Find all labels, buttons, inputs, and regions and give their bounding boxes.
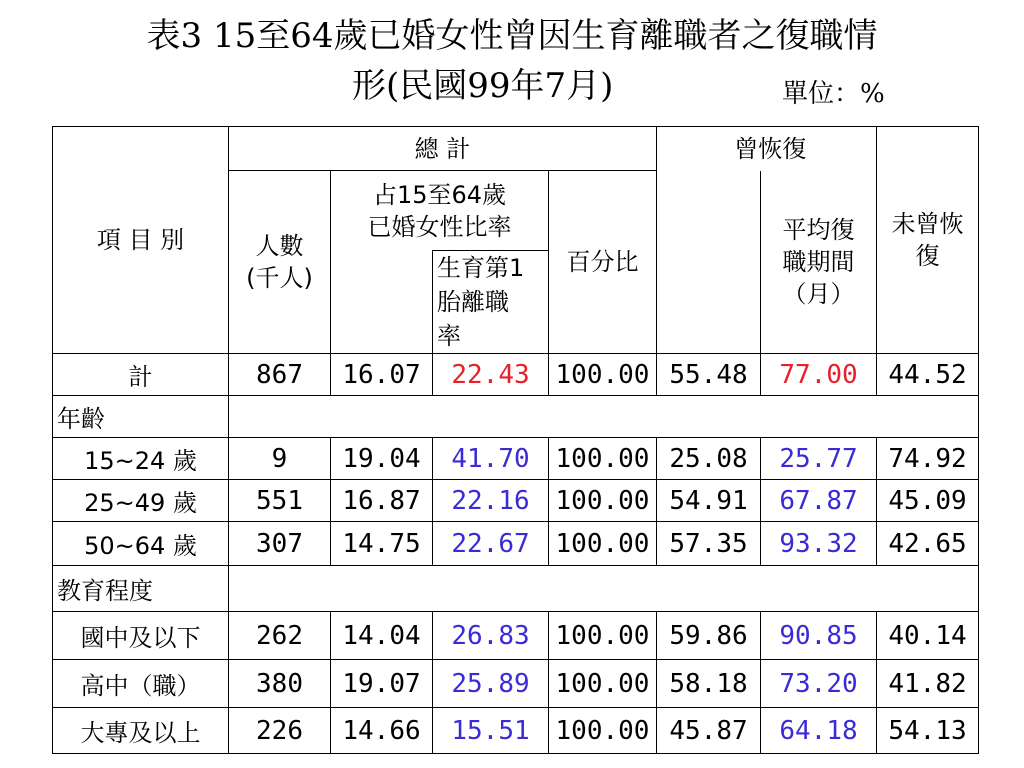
table-title-line2: 形(民國99年7月)	[352, 66, 614, 106]
cell-first-birth: 25.89	[433, 660, 549, 708]
header-resumed-percent	[657, 171, 761, 354]
cell-ratio: 19.04	[331, 438, 433, 480]
row-label: 大專及以上	[53, 708, 229, 754]
cell-first-birth: 15.51	[433, 708, 549, 754]
cell-resumed: 58.18	[657, 660, 761, 708]
cell-resumed: 57.35	[657, 522, 761, 566]
table-row	[53, 660, 979, 708]
row-label: 高中（職）	[53, 660, 229, 708]
group-spacer	[229, 566, 979, 612]
cell-first-birth: 22.16	[433, 480, 549, 522]
cell-resumed: 25.08	[657, 438, 761, 480]
row-label: 25~49 歲	[53, 480, 229, 522]
cell-avg-period: 90.85	[761, 612, 877, 660]
cell-percent: 100.00	[549, 480, 657, 522]
row-label: 計	[53, 354, 229, 396]
group-label-age: 年齡	[53, 396, 229, 438]
cell-never: 74.92	[877, 438, 979, 480]
cell-percent: 100.00	[549, 522, 657, 566]
cell-percent: 100.00	[549, 438, 657, 480]
row-label: 50~64 歲	[53, 522, 229, 566]
cell-resumed: 45.87	[657, 708, 761, 754]
header-never-resumed: 未曾恢 復	[877, 127, 979, 354]
cell-count: 226	[229, 708, 331, 754]
cell-avg-period: 64.18	[761, 708, 877, 754]
group-spacer	[229, 396, 979, 438]
header-total: 總 計	[229, 127, 657, 171]
group-label-education: 教育程度	[53, 566, 229, 612]
cell-avg-period: 73.20	[761, 660, 877, 708]
cell-resumed: 59.86	[657, 612, 761, 660]
cell-never: 45.09	[877, 480, 979, 522]
cell-never: 40.14	[877, 612, 979, 660]
header-item: 項 目 別	[53, 127, 229, 354]
group-row-education	[53, 566, 979, 612]
cell-percent: 100.00	[549, 708, 657, 754]
cell-ratio: 14.66	[331, 708, 433, 754]
header-first-birth: 生育第1 胎離職 率	[433, 251, 549, 354]
cell-count: 9	[229, 438, 331, 480]
header-ratio-spacer	[331, 251, 433, 354]
header-ratio: 占15至64歲 已婚女性比率	[331, 171, 549, 251]
cell-never: 54.13	[877, 708, 979, 754]
cell-resumed: 55.48	[657, 354, 761, 396]
table-row	[53, 612, 979, 660]
table-row	[53, 354, 979, 396]
cell-ratio: 16.07	[331, 354, 433, 396]
header-resumed: 曾恢復	[761, 127, 877, 171]
table-row	[53, 438, 979, 480]
cell-percent: 100.00	[549, 660, 657, 708]
cell-first-birth: 26.83	[433, 612, 549, 660]
cell-count: 380	[229, 660, 331, 708]
cell-percent: 100.00	[549, 354, 657, 396]
cell-avg-period: 77.00	[761, 354, 877, 396]
header-row-1	[53, 127, 979, 171]
table-row	[53, 522, 979, 566]
statistics-table	[52, 126, 979, 754]
cell-ratio: 14.75	[331, 522, 433, 566]
cell-avg-period: 25.77	[761, 438, 877, 480]
cell-first-birth: 22.43	[433, 354, 549, 396]
cell-ratio: 14.04	[331, 612, 433, 660]
header-percent: 百分比	[549, 171, 657, 354]
group-row-age	[53, 396, 979, 438]
row-label: 國中及以下	[53, 612, 229, 660]
table-title-line1: 表3 15至64歲已婚女性曾因生育離職者之復職情	[146, 16, 878, 56]
cell-avg-period: 93.32	[761, 522, 877, 566]
header-avg-period: 平均復 職期間 （月）	[761, 171, 877, 354]
cell-avg-period: 67.87	[761, 480, 877, 522]
cell-ratio: 16.87	[331, 480, 433, 522]
cell-first-birth: 41.70	[433, 438, 549, 480]
cell-first-birth: 22.67	[433, 522, 549, 566]
table-row	[53, 480, 979, 522]
cell-count: 867	[229, 354, 331, 396]
table-row	[53, 708, 979, 754]
cell-count: 262	[229, 612, 331, 660]
cell-count: 551	[229, 480, 331, 522]
row-label: 15~24 歲	[53, 438, 229, 480]
cell-never: 44.52	[877, 354, 979, 396]
cell-count: 307	[229, 522, 331, 566]
cell-percent: 100.00	[549, 612, 657, 660]
header-count: 人數 (千人)	[229, 171, 331, 354]
cell-never: 42.65	[877, 522, 979, 566]
cell-never: 41.82	[877, 660, 979, 708]
cell-ratio: 19.07	[331, 660, 433, 708]
cell-resumed: 54.91	[657, 480, 761, 522]
unit-label: 單位：%	[782, 79, 885, 109]
